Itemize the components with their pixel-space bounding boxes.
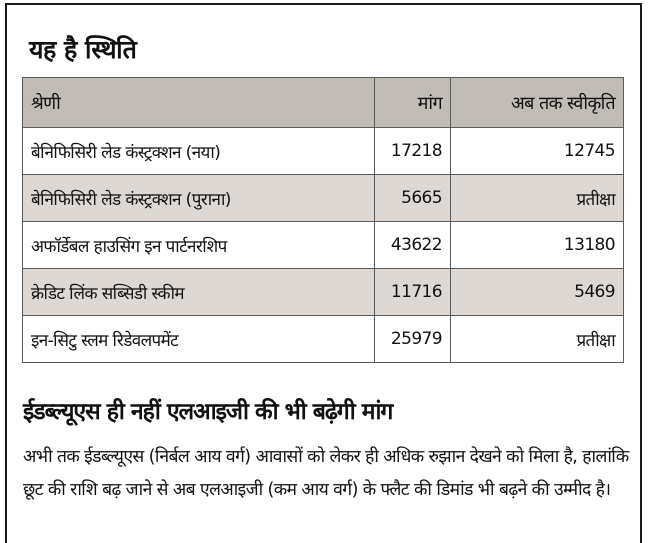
box-title: यह है स्थिति	[29, 35, 137, 64]
table-row	[23, 222, 624, 269]
status-table	[22, 77, 624, 363]
table-row	[23, 269, 624, 316]
article-subheading: ईडब्ल्यूएस ही नहीं एलआइजी की भी बढ़ेगी मांग	[23, 399, 393, 425]
table-header-row	[23, 78, 624, 128]
news-info-box	[5, 3, 642, 543]
header-demand: मांग	[375, 78, 451, 128]
cell-approved: 13180	[451, 222, 624, 269]
cell-approved: 12745	[451, 128, 624, 175]
cell-category: इन-सिटु स्लम रिडेवलपमेंट	[23, 316, 375, 363]
cell-demand: 17218	[375, 128, 451, 175]
cell-category: क्रेडिट लिंक सब्सिडी स्कीम	[23, 269, 375, 316]
header-approved: अब तक स्वीकृति	[451, 78, 624, 128]
cell-category: अफॉर्डेबल हाउसिंग इन पार्टनरशिप	[23, 222, 375, 269]
table-row	[23, 175, 624, 222]
article-paragraph: अभी तक ईडब्ल्यूएस (निर्बल आय वर्ग) आवासों को लेकर ही अधिक रुझान देखने को मिला है, हालांकि छूट की राशि बढ़ जाने से अब एलआइजी (कम आय वर्ग) के फ्लैट की डिमांड भी बढ़ने की उम्मीद है।	[23, 447, 629, 500]
cell-demand: 43622	[375, 222, 451, 269]
cell-demand: 11716	[375, 269, 451, 316]
cell-approved: 5469	[451, 269, 624, 316]
cell-category: बेनिफिसिरी लेड कंस्ट्रक्शन (पुराना)	[23, 175, 375, 222]
cell-approved: प्रतीक्षा	[451, 175, 624, 222]
cell-approved: प्रतीक्षा	[451, 316, 624, 363]
table-row	[23, 316, 624, 363]
table-row	[23, 128, 624, 175]
header-category: श्रेणी	[23, 78, 375, 128]
cell-demand: 5665	[375, 175, 451, 222]
cell-category: बेनिफिसिरी लेड कंस्ट्रक्शन (नया)	[23, 128, 375, 175]
cell-demand: 25979	[375, 316, 451, 363]
